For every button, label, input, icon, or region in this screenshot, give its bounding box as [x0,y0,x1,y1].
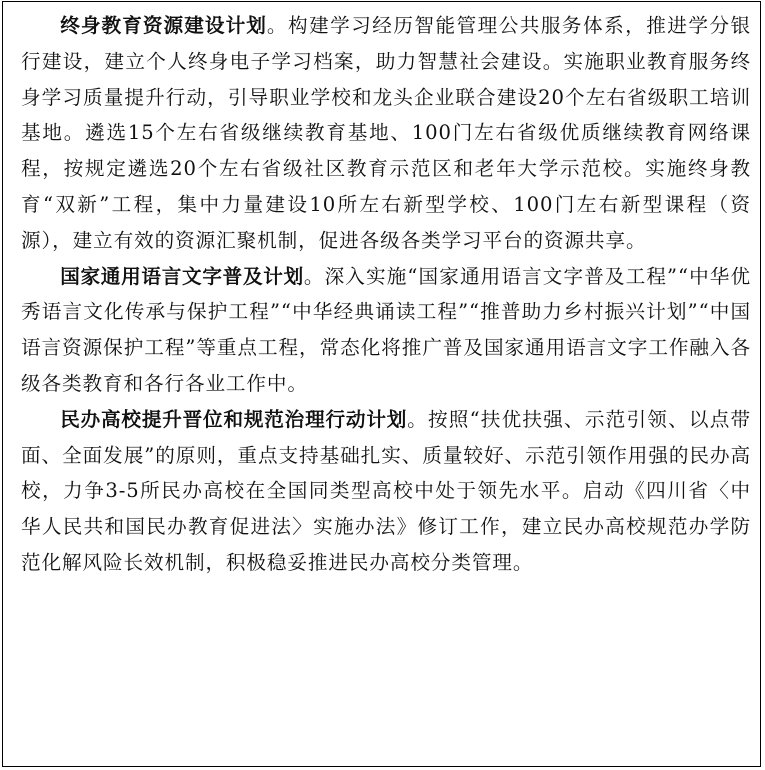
paragraph-title: 国家通用语言文字普及计划 [60,264,304,288]
paragraph-lifelong-education [21,8,751,259]
document-frame [2,1,761,767]
paragraph-title: 终身教育资源建设计划 [60,14,267,37]
paragraph-private-universities [21,402,751,581]
paragraph-text: 。深入实施“国家通用语言文字普及工程”“中华优秀语言文化传承与保护工程”“中华经典诵读工程”“推普助力乡村振兴计划”“中国语言资源保护工程”等重点工程，常态化将推广普及国家通用语言文字工作融入各级各类教育和各行各业工作中。 [21,264,751,395]
paragraph-text: 。按照“扶优扶强、示范引领、以点带面、全面发展”的原则，重点支持基础扎实、质量较好、示范引领作用强的民办高校，力争3-5所民办高校在全国同类型高校中处于领先水平。启动《四川省〈中华人民共和国民办教育促进法〉实施办法》修订工作，建立民办高校规范办学防范化解风险长效机制，积极稳妥推进民办高校分类管理。 [21,407,751,574]
paragraph-title: 民办高校提升晋位和规范治理行动计划 [60,407,408,431]
paragraph-national-language [21,259,751,402]
document-body [21,8,751,581]
paragraph-text: 。构建学习经历智能管理公共服务体系，推进学分银行建设，建立个人终身电子学习档案，助力智慧社会建设。实施职业教育服务终身学习质量提升行动，引导职业学校和龙头企业联合建设20个左右省级职工培训基地。遴选15个左右省级继续教育基地、100门左右省级优质继续教育网络课程，按规定遴选20个左右省级社区教育示范区和老年大学示范校。实施终身教育“双新”工程，集中力量建设10所左右新型学校、100门左右新型课程（资源），建立有效的资源汇聚机制，促进各级各类学习平台的资源共享。 [21,14,752,252]
